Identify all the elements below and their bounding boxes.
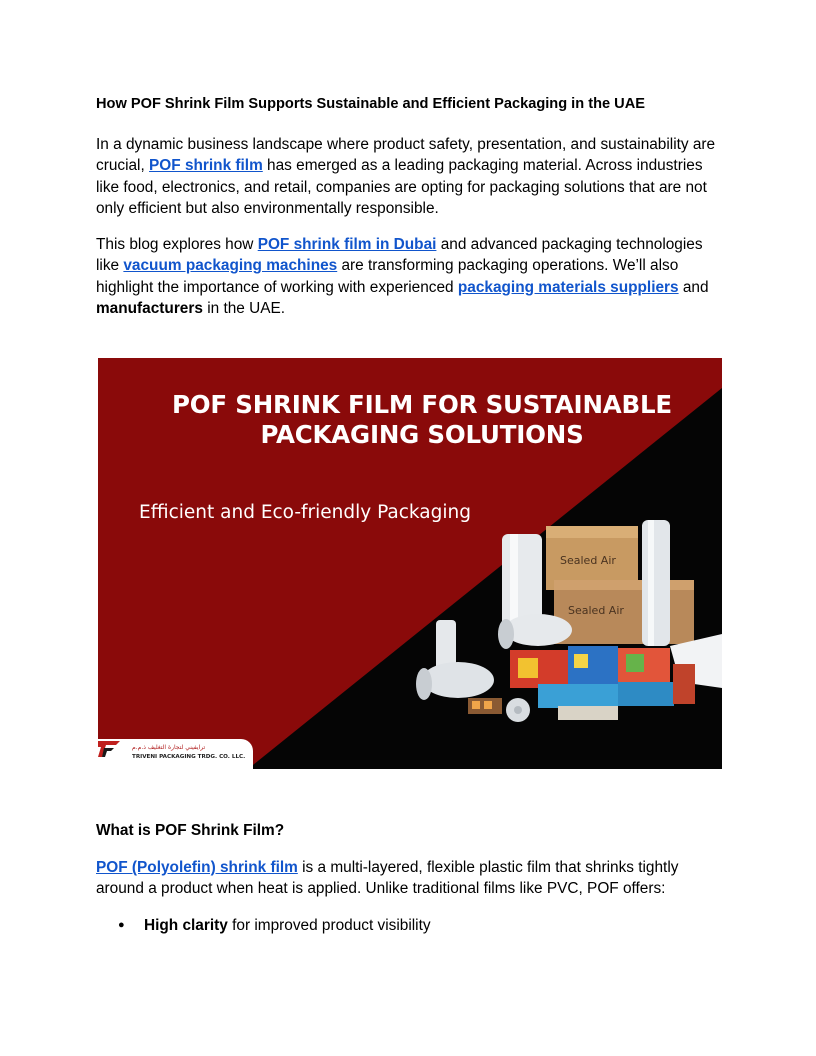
section-text-1: is a multi-layered, flexible plastic film that shrinks tightly around a product when heat is applied. Unlike traditional films like PVC, POF offers:	[96, 859, 679, 898]
blog-text-3: are transforming packaging operations. We’ll also highlight the importance of working with experienced	[96, 257, 679, 296]
vacuum-packaging-machines-link[interactable]: vacuum packaging machines	[123, 257, 338, 275]
blog-text-5: in the UAE.	[202, 299, 286, 317]
manufacturers-bold: manufacturers	[96, 299, 203, 317]
company-logo	[98, 739, 253, 769]
intro-paragraph	[96, 134, 726, 219]
pof-shrink-film-link[interactable]: POF shrink film	[149, 157, 263, 175]
document-title: How POF Shrink Film Supports Sustainable and Efficient Packaging in the UAE	[96, 96, 645, 112]
box-brand-text: Sealed Air	[560, 554, 616, 567]
section-heading: What is POF Shrink Film?	[96, 822, 285, 839]
polyolefin-shrink-film-link[interactable]: POF (Polyolefin) shrink film	[96, 859, 298, 876]
logo-english-text: TRIVENI PACKAGING TRDG. CO. LLC.	[132, 754, 246, 760]
blog-paragraph	[96, 234, 726, 319]
blog-text-4: and	[678, 278, 709, 296]
banner-image	[98, 358, 722, 769]
logo-arabic-text: ترايفيني لتجارة التغليف ذ.م.م	[132, 744, 206, 751]
banner-subtitle: Efficient and Eco-friendly Packaging	[139, 502, 471, 523]
bullet-text: for improved product visibility	[227, 917, 431, 934]
packaging-materials-suppliers-link[interactable]: packaging materials suppliers	[457, 278, 679, 296]
intro-text-1: In a dynamic business landscape where product safety, presentation, and sustainability are crucial,	[96, 136, 716, 175]
blog-text-2: and advanced packaging technologies like	[96, 236, 703, 275]
banner-title-line-2: PACKAGING SOLUTIONS	[260, 420, 584, 449]
intro-text-2: has emerged as a leading packaging material. Across industries like food, electronics, and retail, companies are opting for packaging solutions that are not only efficient but also environmentally responsible.	[96, 157, 707, 217]
benefits-list	[96, 915, 431, 936]
list-item	[96, 915, 431, 936]
banner-title	[98, 390, 722, 450]
triveni-logo-icon	[98, 739, 120, 759]
bullet-bold: High clarity	[144, 917, 228, 934]
section-paragraph	[96, 857, 726, 900]
box-brand-text-2: Sealed Air	[568, 604, 624, 617]
pof-shrink-film-dubai-link[interactable]: POF shrink film in Dubai	[257, 236, 437, 253]
blog-text-1: This blog explores how	[96, 236, 258, 253]
banner-title-line-1: POF SHRINK FILM FOR SUSTAINABLE	[172, 390, 672, 419]
